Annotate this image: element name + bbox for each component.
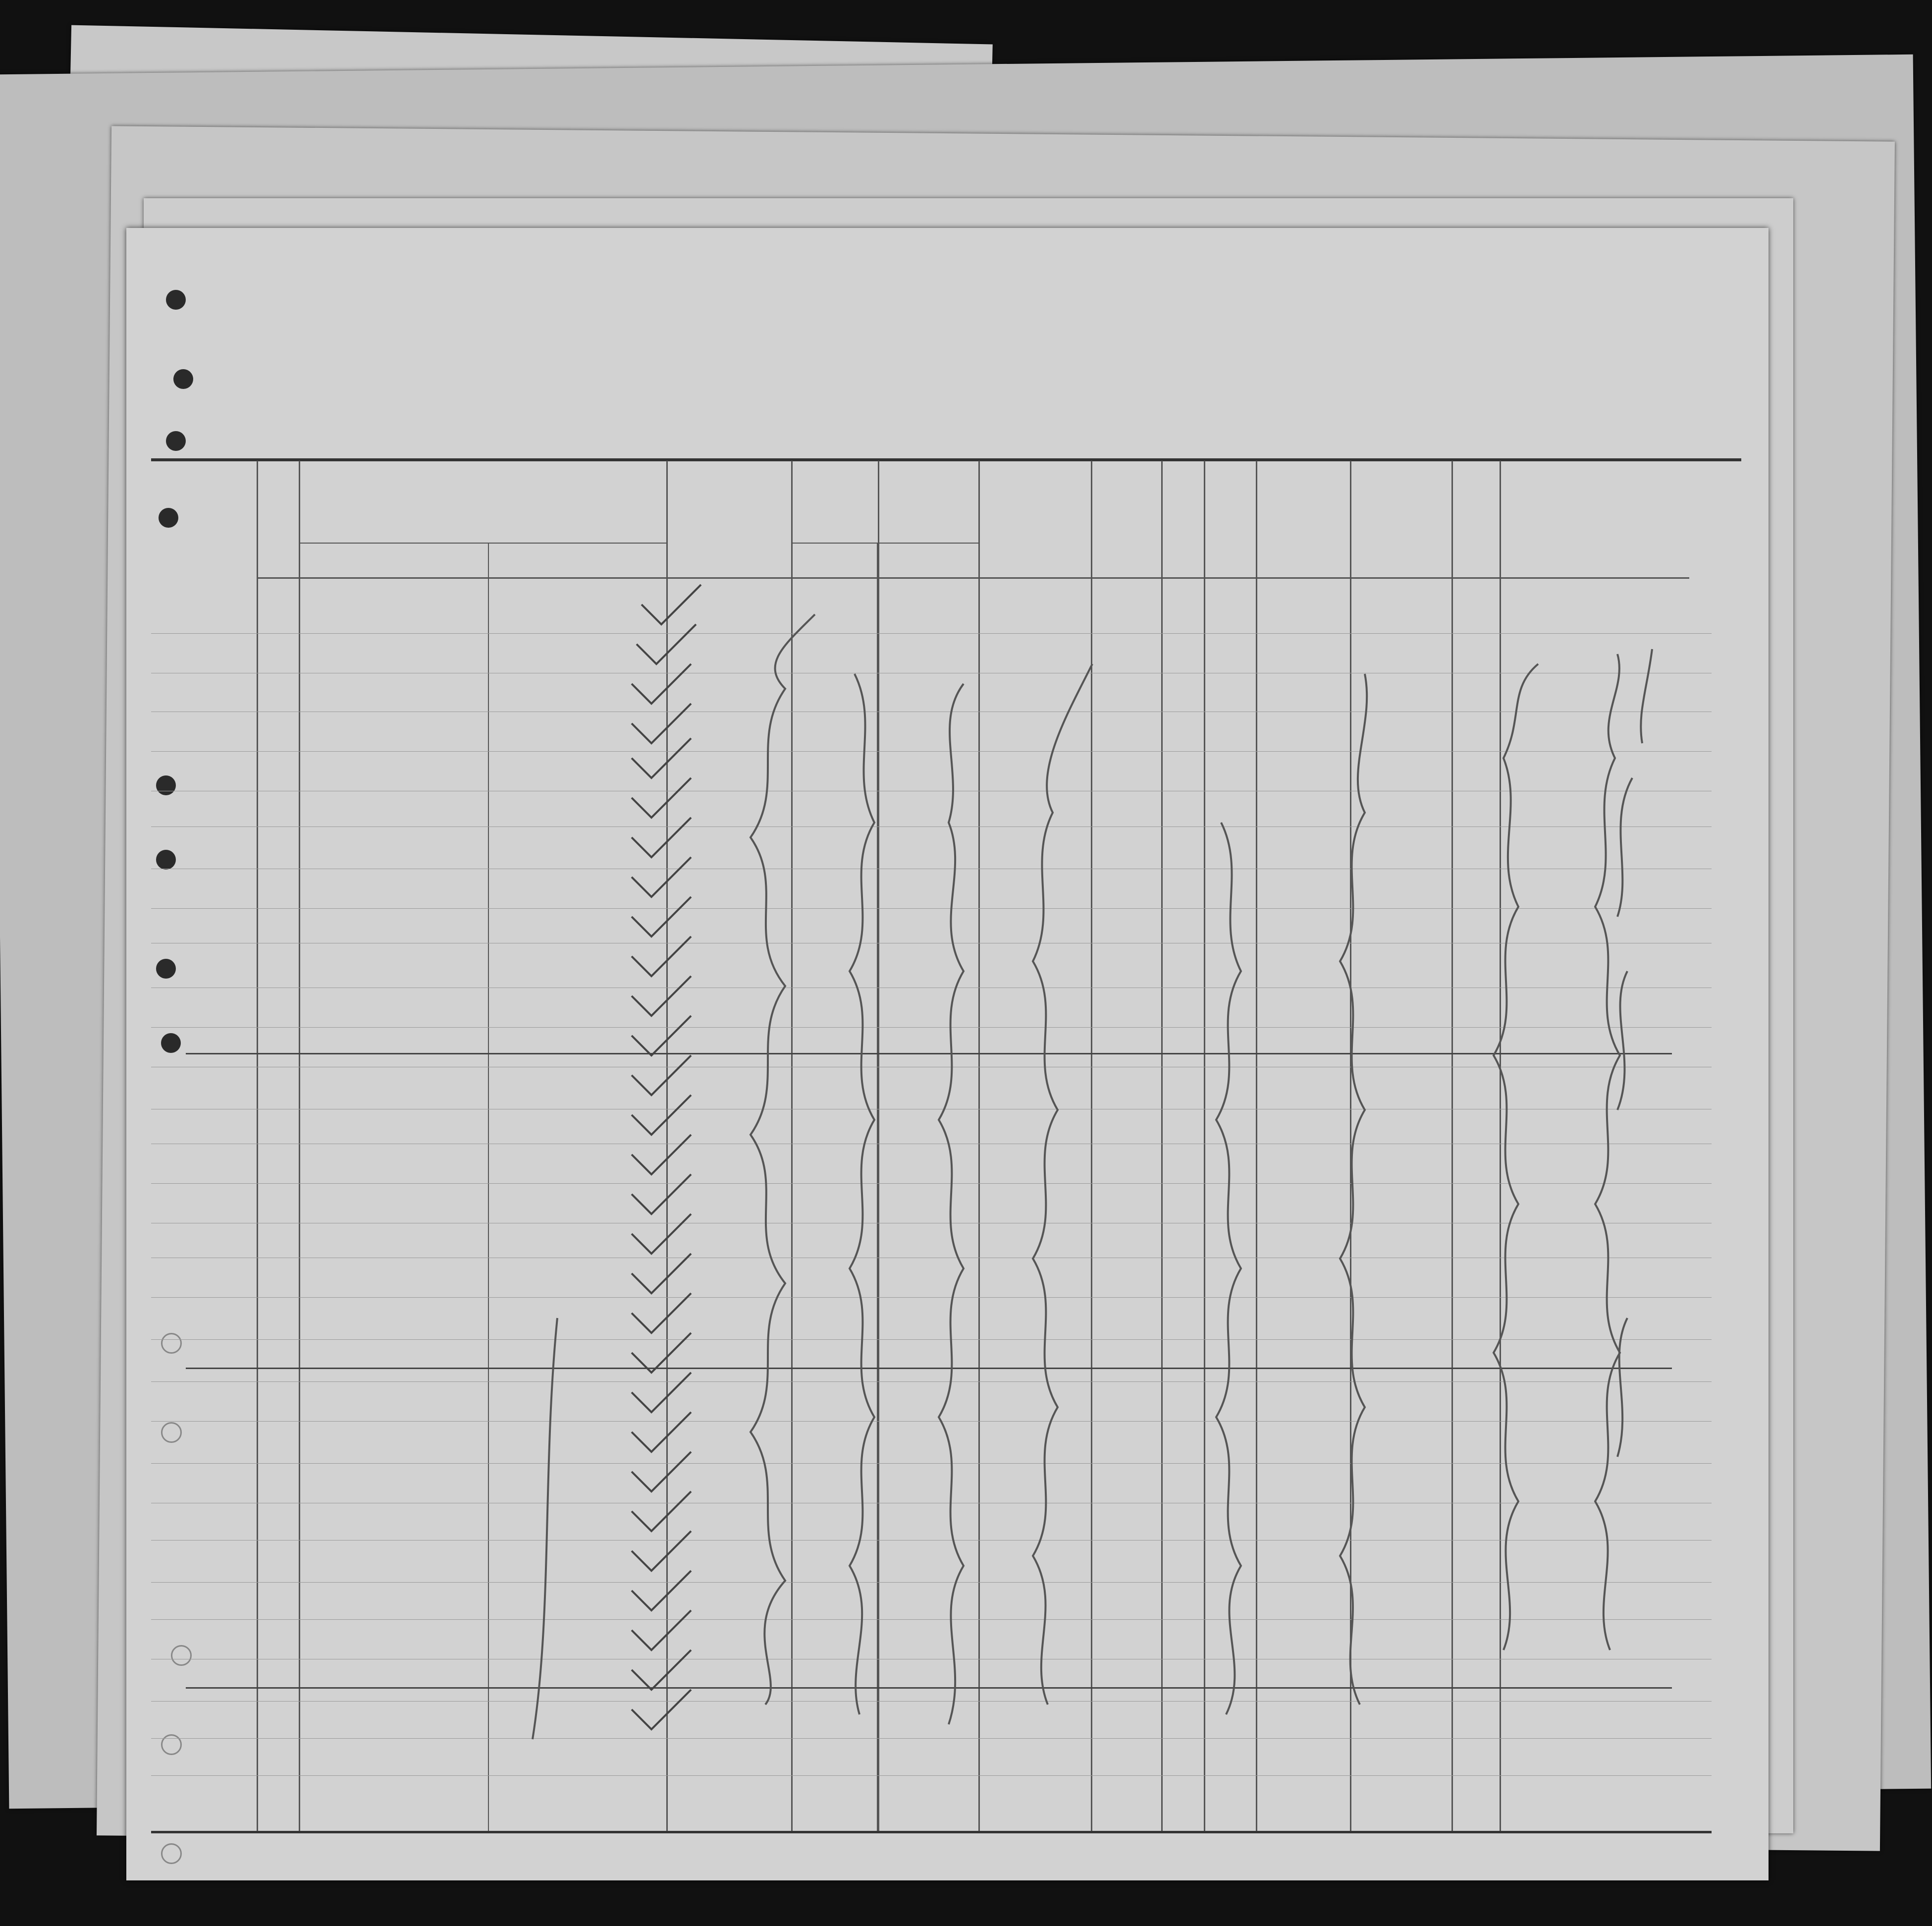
when-ditto-line xyxy=(850,674,874,1714)
paid-ditto-line xyxy=(1033,664,1092,1705)
sex-ditto-line xyxy=(1340,674,1367,1705)
check-line xyxy=(533,1318,557,1739)
race-ditto-line xyxy=(1494,664,1538,1650)
manifest-sheet xyxy=(126,228,1769,1880)
position-ditto-line xyxy=(751,614,815,1705)
handwritten-marks xyxy=(126,228,1769,1880)
marks-ditto-line xyxy=(1617,649,1652,1457)
nationality-ditto-line xyxy=(1595,654,1620,1650)
read-ditto-line xyxy=(1216,823,1241,1714)
where-ditto-line xyxy=(939,684,964,1724)
